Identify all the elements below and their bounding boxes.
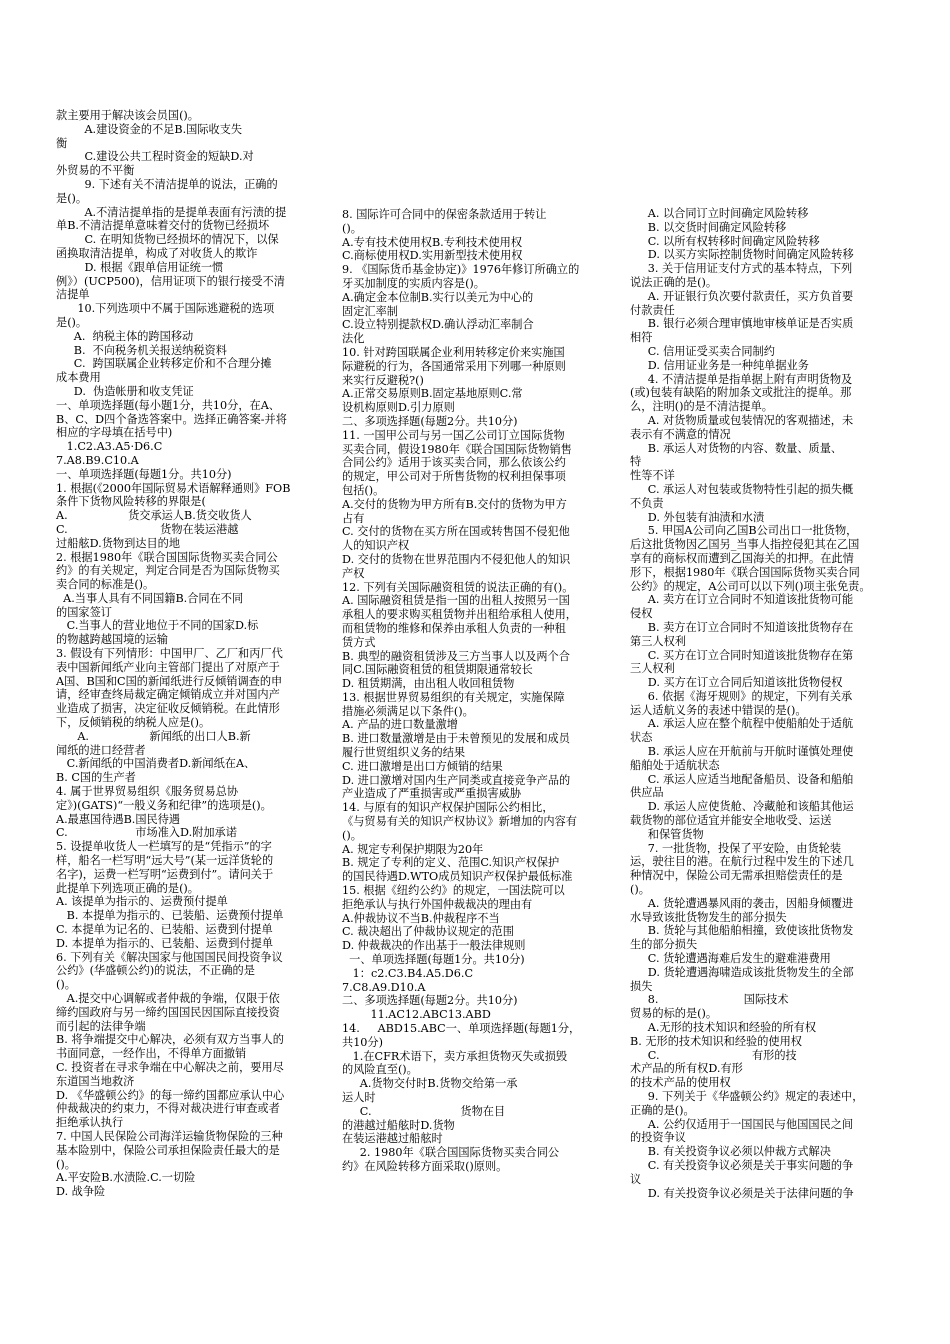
text-line: D. 进口激增对国内生产同类或直接竞争产品的	[342, 773, 571, 787]
text-line: 洁提单	[56, 288, 90, 302]
text-line: 措施必须满足以下条件()。	[342, 704, 474, 718]
text-line: 8. 国际技术	[630, 993, 789, 1007]
text-line: 的港越过船舷时D.货物	[342, 1118, 455, 1132]
text-line: A. 承运人应在整个航程中使船舶处于适航	[630, 717, 854, 731]
text-line: 来实行反避税?()	[342, 373, 424, 387]
text-line: 买卖合同，假设1980年《联合国国际货物销售	[342, 442, 572, 456]
text-line: 特	[630, 455, 642, 469]
text-line: C. 投资者在寻求争端在中心解决之前，要用尽	[56, 1060, 284, 1074]
text-line: A.交付的货物为甲方所有B.交付的货物为甲方	[342, 497, 567, 511]
text-line: 的技术产品的使用权	[630, 1076, 731, 1090]
text-line: 1. 根据(《2000年国际贸易术语解释通则》FOB	[56, 481, 291, 495]
text-line: 1：c2.C3.B4.A5.D6.C	[342, 966, 474, 980]
text-line: 公约》(华盛顿公约)的说法，不正确的是	[56, 964, 255, 978]
text-line: 相符	[630, 331, 653, 345]
text-line: 形下，根据1980年《联合国国际货物买卖合同	[630, 565, 860, 579]
text-line: C. 有形的技	[630, 1048, 797, 1062]
text-line: 赁方式	[342, 635, 376, 649]
text-line: 9. 下述有关不清洁提单的说法，正确的	[56, 177, 278, 191]
text-line: A.确定金本位制B.实行以美元为中心的	[342, 290, 534, 304]
text-line: 基本险别中，保险公司承担保险责任最大的是	[56, 1143, 280, 1157]
text-line: 拒绝承认与执行外国仲裁裁决的理由有	[342, 897, 533, 911]
text-line: (或)包装有缺陷的附加条文或批注的提单。那	[630, 386, 852, 400]
text-line: B. 无形的技术知识和经验的使用权	[630, 1034, 802, 1048]
text-line: C. 进口激增是出口方倾销的结果	[342, 759, 503, 773]
text-line: 单B.不清洁提单意味着交付的货物已经损坏	[56, 219, 270, 233]
text-line: A.提交中心调解或者仲裁的争端，仅限于依	[56, 992, 280, 1005]
text-line: 和保管货物	[630, 827, 704, 841]
text-line: ()。	[342, 221, 362, 235]
text-line: C. 承运人应适当地配备船员、设备和船舶	[630, 772, 854, 786]
text-line: D. 信用证业务是一种纯单据业务	[630, 358, 809, 372]
text-line: 船舶处于适航状态	[630, 758, 720, 772]
text-line: A.仲裁协议不当B.仲裁程序不当	[342, 911, 500, 925]
text-line: 拒绝承认执行	[56, 1116, 124, 1130]
text-line: 人的知识产权	[342, 539, 410, 553]
text-line: 下，反倾销税的纳税人应是()。	[56, 716, 211, 730]
text-line: 2. 根据1980年《联合国国际货物买卖合同公	[56, 550, 278, 564]
text-line: 6. 依据《海牙规则》的规定，下列有关承	[630, 689, 853, 703]
text-line: D. 本提单为指示的、已装船、运费到付提单	[56, 936, 274, 950]
text-line: 后这批货物因乙国另_当事人指控侵犯其在乙国	[630, 538, 860, 552]
text-line: 产权	[342, 566, 365, 580]
text-line: 10. 针对跨国联属企业利用转移定价来实施国	[342, 345, 565, 359]
text-line: A. 卖方在订立合同时不知道该批货物可能	[630, 593, 854, 607]
text-line: 付款责任	[630, 303, 675, 317]
text-line: 3. 假设有下列情形：中国甲厂、乙厂和丙厂代	[56, 647, 283, 661]
text-column-left	[56, 109, 326, 1199]
text-line: D. 租赁期满，由出租人收回租赁物	[342, 677, 515, 691]
text-line: 《与贸易有关的知识产权协议》新增加的内容有	[342, 815, 577, 829]
text-line: 供应品	[630, 786, 664, 800]
text-line: B. 典型的融资租赁涉及三方当事人以及两个合	[342, 649, 570, 663]
text-line: 款主要用于解决该会员国()。	[56, 109, 199, 122]
text-line: 履行世贸组织义务的结果	[342, 746, 466, 760]
text-line: A. 纳税主体的跨国移动	[56, 329, 194, 343]
text-line: 衡	[56, 136, 68, 150]
text-line: 生的部分损失	[630, 938, 698, 952]
text-line: 的物越跨越国境的运输	[56, 633, 168, 647]
text-line: C.建设公共工程时资金的短缺D.对	[56, 150, 254, 164]
text-line: 牙买加制度的实质内容是()。	[342, 276, 485, 290]
text-column-right	[630, 207, 898, 1200]
text-line: D. 以买方实际控制货物时间确定风险转移	[630, 248, 854, 262]
text-line: 一、单项选择题(每小题1分，共10分，在A、	[56, 398, 280, 412]
text-line: 外贸易的不平衡	[56, 164, 135, 178]
text-line: 定》)(GATS)“一般义务和纪律”的选项是()。	[56, 798, 272, 812]
text-line: C. 买方在订立合同时知道该批货物存在第	[630, 648, 854, 662]
text-line: 么，注明()的是不清洁提单。	[630, 400, 773, 414]
text-line: 2. 1980年《联合国国际货物买卖合同公	[342, 1146, 560, 1160]
text-line: B. 卖方在订立合同时不知道该批货物存在	[630, 620, 854, 634]
text-line: B. 承运人对货物的内容、数量、质量、	[630, 441, 843, 455]
text-line: 不负责	[630, 496, 664, 510]
text-line: 8. 国际许可合同中的保密条款适用于转让	[342, 208, 547, 221]
text-line: A.正常交易原则B.固定基地原则C.常	[342, 387, 523, 401]
text-line: 样，船名一栏写明“远大号”(某一远洋货轮的	[56, 854, 274, 868]
text-line: 名字)，运费一栏写明“运费到付”。请问关于	[56, 867, 274, 881]
text-line: B. 规定了专利的定义、范围C.知识产权保护	[342, 856, 560, 870]
text-line: 的国家签订	[56, 605, 112, 619]
text-line: C. 在明知货物已经损坏的情况下，以保	[56, 233, 279, 247]
text-line: 11.AC12.ABC13.ABD	[342, 1008, 491, 1022]
text-line: A. 新闻纸的出口人B.新	[56, 729, 251, 743]
text-line: 业造成了损害，决定征收反倾销税。在此情形	[56, 702, 280, 716]
text-line: 侵权	[630, 607, 653, 621]
text-line: 产业造成了严重损害或严重损害威胁	[342, 787, 522, 801]
text-line: 的规定，甲公司对于所售货物的权利担保事项	[342, 470, 566, 484]
text-line: 4. 不清洁提单是指单据上附有声明货物及	[630, 372, 853, 386]
text-line: 包括()。	[342, 483, 385, 497]
text-line: 15. 根据《纽约公约》的规定，一国法院可以	[342, 884, 565, 898]
text-line: 过船舷D.货物到达目的地	[56, 536, 181, 550]
text-line: D. 仲裁裁决的作出基于一般法律规则	[342, 939, 526, 953]
text-line: D. 买方在订立合同后知道该批货物侵权	[630, 676, 843, 690]
text-line: A. 货交承运人B.货交收货人	[56, 509, 252, 523]
text-line: 说法正确的是()。	[630, 275, 718, 289]
text-line: B. 有关投资争议必须以仲裁方式解决	[630, 1145, 831, 1159]
text-line: 此提单下列选项正确的是()。	[56, 881, 199, 895]
text-line: 法化	[342, 332, 365, 346]
text-line: 运人适航义务的表述中错误的是()。	[630, 703, 807, 717]
text-line: 际避税的行为，各国通常采用下列哪一种原则	[342, 359, 566, 373]
text-line: A. 以合同订立时间确定风险转移	[630, 207, 809, 220]
text-line: 1.在CFR术语下，卖方承担货物灭失或损毁	[342, 1049, 568, 1063]
text-line: 5. 甲国A公司向乙国B公司出口一批货物，	[630, 524, 858, 538]
text-line: A.当事人具有不同国籍B.合同在不同	[56, 591, 244, 605]
text-line: C. 市场准入D.附加承诺	[56, 826, 237, 840]
text-line: C. 以所有权转移时间确定风险转移	[630, 234, 820, 248]
text-column-middle	[342, 208, 613, 1174]
text-line: 载货物的部位适宜并能安全地收受、运送	[630, 814, 832, 828]
text-line: 承租人的要求购买租赁物并出租给承租人使用，	[342, 608, 577, 622]
text-line: 公约》的规定，A公司可以以下列()项主张免责。	[630, 579, 871, 593]
text-line: B. 承运人应在开航前与开航时谨慎处理使	[630, 745, 854, 759]
text-line: 12. 下列有关国际融资租赁的说法正确的有()。	[342, 580, 574, 594]
text-line: C.设立特别提款权D.确认浮动汇率制合	[342, 318, 534, 332]
text-line: 约》的有关规定，判定合同是否为国际货物买	[56, 564, 280, 578]
text-line: 函换取清洁提单，构成了对收货人的欺诈	[56, 246, 258, 260]
text-line: 水导致该批货物发生的部分损失	[630, 910, 787, 924]
text-line: 闻纸的进口经营者	[56, 743, 146, 757]
text-line: C. 有关投资争议必须是关于事实问题的争	[630, 1158, 854, 1172]
text-line: D. 伪造帐册和收支凭证	[56, 384, 194, 398]
text-line: 1.C2.A3.A5·D6.C	[56, 440, 163, 454]
text-line: ()。	[342, 828, 362, 842]
text-line: 13. 根据世界贸易组织的有关规定，实施保障	[342, 690, 565, 704]
text-line: 表中国新闻纸产业向主管部门提出了对原产于	[56, 660, 280, 674]
text-line: 9. 《国际货币基金协定)》1976年修订所确立的	[342, 263, 580, 277]
text-line: C. 本提单为记名的、已装船、运费到付提单	[56, 923, 273, 937]
text-line: 14. ABD15.ABC一、单项选择题(每题1分，	[342, 1022, 581, 1036]
text-line: B、C、D四个备选答案中。选择正确答案-并将	[56, 412, 287, 426]
text-line: 占有	[342, 511, 365, 525]
text-line: B. 货轮与其他船舶相撞，致使该批货物发	[630, 924, 854, 938]
text-line: C. 货物在装运港越	[56, 522, 239, 536]
text-line: 9. 下列关于《华盛顿公约》规定的表述中，	[630, 1090, 864, 1103]
text-line: 是()。	[56, 191, 88, 205]
text-line: C.商标使用权D.实用新型技术使用权	[342, 249, 523, 263]
text-line: 三人权利	[630, 662, 675, 676]
text-line: ()。	[56, 978, 76, 992]
text-line: A. 国际融资租赁是指一国的出租人按照另一国	[342, 594, 570, 608]
text-line: A.不清洁提单指的是提单表面有污渍的提	[56, 205, 287, 219]
text-line: 种情况中，保险公司无需承担赔偿责任的是	[630, 869, 843, 883]
text-line: 14. 与原有的知识产权保护国际公约相比，	[342, 801, 554, 815]
text-line: A. 规定专利保护期限为20年	[342, 842, 484, 856]
text-line: 第三人权利	[630, 634, 686, 648]
text-line: 7. 一批货物，投保了平安险，由货轮装	[630, 841, 842, 855]
text-line: 术产品的所有权D.有形	[630, 1062, 743, 1076]
text-line: A.无形的技术知识和经验的所有权	[630, 1021, 817, 1035]
text-line: 一、单项选择题(每题1分。共10分)	[342, 953, 525, 967]
text-line: B. 银行必须合理审慎地审核单证是否实质	[630, 317, 854, 331]
text-line: 表示有不满意的情况	[630, 427, 731, 441]
text-line: 11. 一国甲公司与另一国乙公司订立国际货物	[342, 428, 565, 442]
text-line: D. 战争险	[56, 1185, 106, 1199]
text-line: B. 以交货时间确定风险转移	[630, 220, 787, 234]
text-line: 的风险直至()。	[342, 1063, 418, 1077]
text-line: 请，经审查终局裁定确定倾销成立并对国内产	[56, 688, 280, 702]
text-line: 运人时	[342, 1091, 376, 1104]
text-line: 条件下货物风险转移的界限是(	[56, 495, 206, 509]
text-line: 二、多项选择题(每题2分。共10分)	[342, 994, 518, 1008]
text-line: D. 承运人应使货舱、冷藏舱和该船其他运	[630, 800, 854, 814]
text-line: 损失	[630, 979, 653, 993]
text-line: 二、多项选择题(每题2分。共10分)	[342, 414, 518, 428]
text-line: C. 交付的货物在买方所在国或转售国不侵犯他	[342, 525, 570, 539]
text-line: B. 不向税务机关报送纳税资料	[56, 343, 227, 357]
text-line: 设机构原则D.引力原则	[342, 401, 455, 415]
text-line: 卖合同的标准是()。	[56, 578, 155, 592]
text-line: 正确的是()。	[630, 1103, 695, 1117]
text-line: 享有的商标权而遭到乙国海关的扣押。在此情	[630, 551, 854, 565]
text-line: 是()。	[56, 315, 88, 329]
text-line: 3. 关于信用证支付方式的基本特点，下列	[630, 262, 853, 276]
text-line: A国、B国和C国的新闻纸进行反倾销调查的申	[56, 674, 283, 688]
text-line: A.专有技术使用权B.专利技术使用权	[342, 235, 523, 249]
text-line: A. 开证银行负次要付款责任，买方负首要	[630, 289, 854, 303]
text-line: D. 根据《跟单信用证统一惯	[56, 260, 224, 274]
text-line: 10.下列选项中不属于国际逃避税的选项	[56, 302, 275, 316]
text-line: 7.A8.B9.C10.A	[56, 453, 139, 467]
text-line: D. 有关投资争议必须是关于法律问题的争	[630, 1186, 854, 1200]
text-line: C. 货轮遭遇海难后发生的避难港费用	[630, 952, 831, 966]
text-line: 例》）(UCP500)，信用证项下的银行接受不清	[56, 274, 285, 288]
text-line: 7. 中国人民保险公司海洋运输货物保险的三种	[56, 1129, 283, 1143]
text-line: D. 交付的货物在世界范围内不侵犯他人的知识	[342, 552, 571, 566]
text-line: 书面同意，一经作出，不得单方面撤销	[56, 1047, 247, 1061]
text-line: A. 该提单为指示的、运费预付提单	[56, 895, 228, 909]
text-line: 仲裁裁决的约束力，不得对裁决进行审查或者	[56, 1102, 280, 1116]
text-line: 而租赁物的维修和保养由承租人负责的一种租	[342, 621, 566, 635]
text-line: 东道国当地救济	[56, 1074, 135, 1088]
text-line: 同C.国际融资租赁的租赁期限通常较长	[342, 663, 533, 677]
text-line: B. C国的生产者	[56, 771, 136, 785]
text-line: C. 裁决超出了仲裁协议规定的范围	[342, 925, 514, 939]
text-line: 性等不详	[630, 469, 675, 483]
text-line: C. 跨国联属企业转移定价和不合理分摊	[56, 357, 272, 371]
text-line: 约》在风险转移方面采取()原则。	[342, 1159, 508, 1173]
text-line: 缔约国政府与另一缔约国国民因国际直接投资	[56, 1005, 280, 1019]
text-line: A. 公约仅适用于一国国民与他国国民之间	[630, 1117, 854, 1131]
text-line: D. 《华盛顿公约》的每一缔约国都应承认中心	[56, 1088, 285, 1102]
text-line: B. 进口数量激增是由于未曾预见的发展和成员	[342, 732, 570, 746]
text-line: ()。	[630, 883, 650, 897]
text-line: A. 对货物质量或包装情况的客观描述，未	[630, 413, 854, 427]
text-line: 的国民待遇D.WTO成员知识产权保护最低标准	[342, 870, 573, 884]
text-line: 一、单项选择题(每题1分。共10分)	[56, 467, 232, 481]
text-line: 共10分)	[342, 1035, 383, 1049]
text-line: A.平安险B.水渍险.C.一切险	[56, 1171, 196, 1185]
text-line: A. 货轮遭遇暴风雨的袭击，因船身倾覆进	[630, 896, 854, 910]
text-line: A.最惠国待遇B.国民待遇	[56, 812, 181, 826]
text-line: ()。	[56, 1157, 76, 1171]
text-line: 成本费用	[56, 371, 101, 385]
text-line: C.当事人的营业地位于不同的国家D.标	[56, 619, 259, 633]
text-line: 运，驶往目的港。在航行过程中发生的下述几	[630, 855, 854, 869]
text-line: 6. 下列有关《解决国家与他国国民间投资争议	[56, 950, 283, 964]
text-line: 合同公约》适用于该买卖合同，那么依该公约	[342, 456, 566, 470]
text-line: C. 信用证受买卖合同制约	[630, 344, 775, 358]
text-line: 而引起的法律争端	[56, 1019, 146, 1033]
text-line: C. 货物在目	[342, 1104, 506, 1118]
text-line: D. 货轮遭遇海啸造成该批货物发生的全部	[630, 965, 854, 979]
text-line: 在装运港越过船舷时	[342, 1132, 443, 1146]
text-line: A.货物交付时B.货物交给第一承	[342, 1077, 518, 1091]
text-line: 固定汇率制	[342, 304, 398, 318]
text-line: 相应的字母填在括号中)	[56, 426, 173, 440]
text-line: C. 承运人对包装或货物特性引起的损失概	[630, 482, 854, 496]
text-line: A. 产品的进口数量激增	[342, 718, 458, 732]
text-line: 4. 属于世界贸易组织《服务贸易总协	[56, 785, 239, 799]
text-line: B. 本提单为指示的、已装船、运费预付提单	[56, 909, 284, 923]
text-line: C.新闻纸的中国消费者D.新闻纸在A、	[56, 757, 256, 771]
text-line: 的投资争议	[630, 1131, 686, 1145]
text-line: 5. 设提单收货人一栏填写的是“凭指示”的字	[56, 840, 272, 854]
text-line: 贸易的标的是()。	[630, 1007, 718, 1021]
text-line: D. 外包装有油渍和水渍	[630, 510, 765, 524]
text-line: A.建设资金的不足B.国际收支失	[56, 122, 243, 136]
text-line: 7.C8.A9.D10.A	[342, 980, 426, 994]
text-line: 状态	[630, 731, 653, 745]
text-line: B. 将争端提交中心解决，必须有双方当事人的	[56, 1033, 284, 1047]
text-line: 议	[630, 1172, 642, 1186]
